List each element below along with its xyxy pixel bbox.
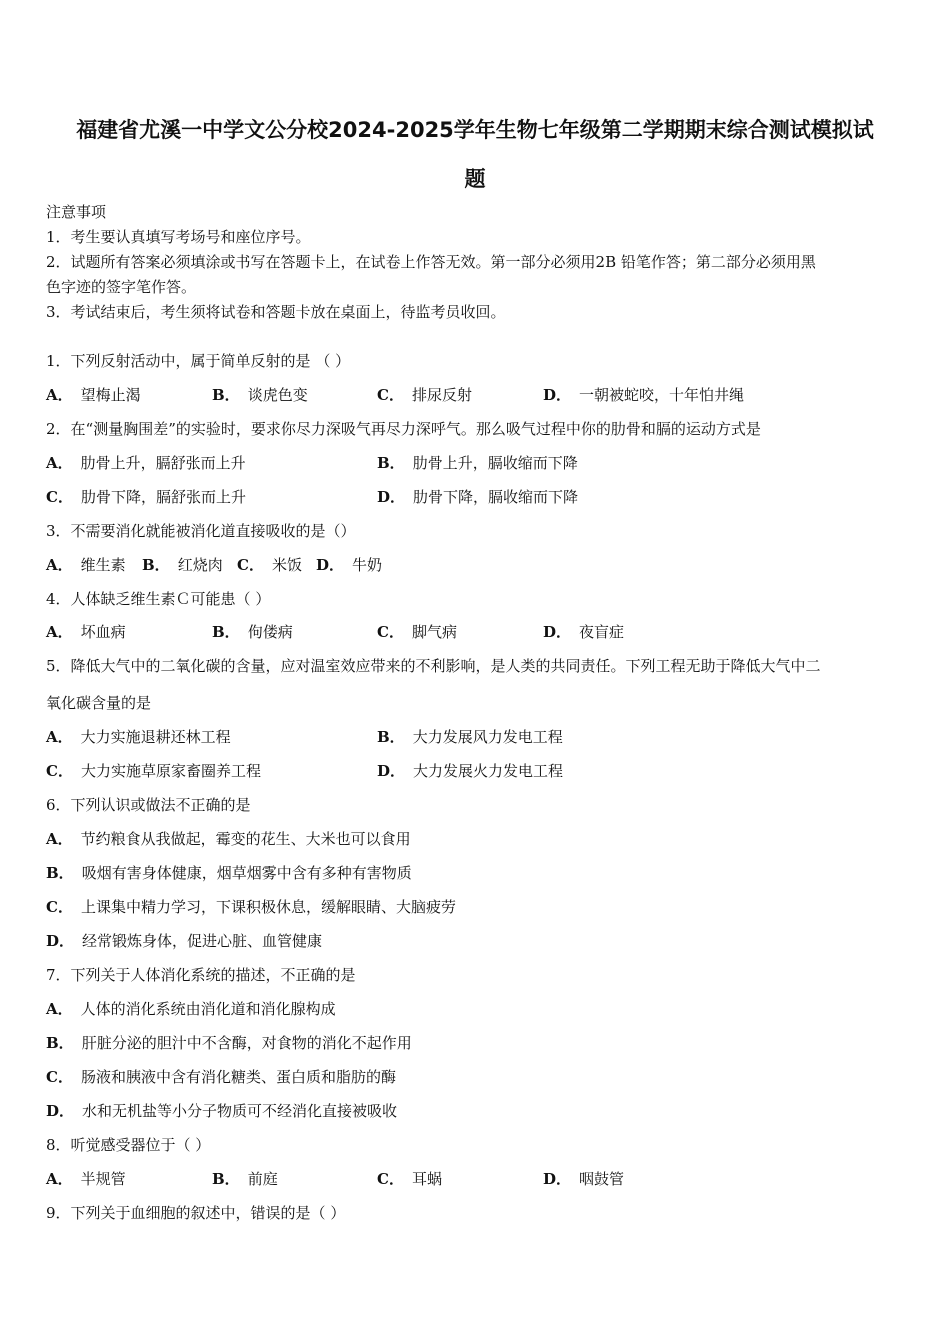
option-text: 人体的消化系统由消化道和消化腺构成	[80, 1000, 336, 1018]
option-text: 大力实施退耕还林工程	[80, 728, 231, 746]
option-text: 排尿反射	[411, 386, 472, 404]
option-text: 咽鼓管	[579, 1170, 625, 1188]
option-text: 前庭	[247, 1170, 278, 1188]
option-letter: B．	[212, 1170, 240, 1188]
page-title-continued: 题	[464, 167, 486, 191]
option-a	[46, 999, 336, 1019]
option-text: 半规管	[80, 1170, 126, 1188]
option-c	[377, 1169, 442, 1189]
question-stem: 3．不需要消化就能被消化道直接吸收的是（）	[46, 522, 356, 540]
option-letter: B．	[46, 864, 74, 882]
option-text: 吸烟有害身体健康，烟草烟雾中含有多种有害物质	[81, 864, 412, 882]
option-letter: C．	[377, 623, 404, 641]
option-text: 水和无机盐等小分子物质可不经消化直接被吸收	[82, 1102, 398, 1120]
option-a	[46, 727, 231, 747]
option-letter: D．	[543, 1170, 572, 1188]
notice-heading: 注意事项	[46, 203, 107, 221]
option-c	[377, 385, 472, 405]
option-letter: D．	[543, 386, 572, 404]
option-letter: C．	[46, 898, 73, 916]
option-text: 大力发展火力发电工程	[413, 762, 564, 780]
option-d	[543, 1169, 624, 1189]
option-text: 望梅止渴	[80, 386, 141, 404]
notice-item: 1．考生要认真填写考场号和座位序号。	[46, 228, 311, 246]
option-text: 肠液和胰液中含有消化糖类、蛋白质和脂肪的酶	[80, 1068, 396, 1086]
option-letter: D．	[377, 762, 406, 780]
option-letter: B．	[212, 386, 240, 404]
option-b	[377, 727, 563, 747]
option-d	[46, 1101, 397, 1121]
option-a	[46, 622, 126, 642]
option-d	[377, 487, 578, 507]
question-stem: 1．下列反射活动中，属于简单反射的是 （ ）	[46, 352, 351, 370]
question-stem: 4．人体缺乏维生素Ｃ可能患（ ）	[46, 590, 271, 608]
option-b	[212, 1169, 278, 1189]
option-text: 维生素	[80, 556, 126, 574]
option-letter: D．	[543, 623, 572, 641]
option-c	[237, 555, 302, 575]
option-a	[46, 555, 126, 575]
option-letter: C．	[46, 1068, 73, 1086]
option-text: 大力发展风力发电工程	[412, 728, 563, 746]
option-letter: A．	[46, 1000, 73, 1018]
option-text: 肋骨下降，膈收缩而下降	[413, 488, 579, 506]
option-d	[377, 761, 563, 781]
option-letter: D．	[316, 556, 345, 574]
option-c	[46, 487, 246, 507]
option-c	[46, 1067, 396, 1087]
option-letter: A．	[46, 728, 73, 746]
option-letter: D．	[46, 932, 75, 950]
option-text: 肋骨上升，膈舒张而上升	[80, 454, 246, 472]
question-stem: 8．听觉感受器位于（ ）	[46, 1136, 211, 1154]
notice-item: 3．考试结束后，考生须将试卷和答题卡放在桌面上，待监考员收回。	[46, 303, 506, 321]
option-text: 经常锻炼身体，促进心脏、血管健康	[82, 932, 323, 950]
option-d	[543, 385, 744, 405]
option-b	[142, 555, 223, 575]
option-letter: B．	[142, 556, 170, 574]
option-text: 肝脏分泌的胆汁中不含酶，对食物的消化不起作用	[81, 1034, 412, 1052]
option-text: 夜盲症	[579, 623, 625, 641]
option-b	[212, 622, 293, 642]
question-stem: 9．下列关于血细胞的叙述中，错误的是（ ）	[46, 1204, 346, 1222]
option-letter: D．	[46, 1102, 75, 1120]
option-letter: B．	[212, 623, 240, 641]
option-letter: A．	[46, 556, 73, 574]
option-d	[46, 931, 322, 951]
option-c	[377, 622, 457, 642]
option-letter: D．	[377, 488, 406, 506]
option-letter: A．	[46, 830, 73, 848]
option-d	[543, 622, 624, 642]
option-letter: B．	[46, 1034, 74, 1052]
option-b	[377, 453, 578, 473]
option-text: 大力实施草原家畜圈养工程	[80, 762, 261, 780]
option-text: 红烧肉	[177, 556, 223, 574]
option-letter: C．	[46, 488, 73, 506]
question-stem-continued: 氧化碳含量的是	[46, 694, 152, 712]
question-stem: 2．在“测量胸围差”的实验时，要求你尽力深吸气再尽力深呼气。那么吸气过程中你的肋骨和膈的运动方式是	[46, 420, 761, 438]
option-text: 肋骨上升，膈收缩而下降	[412, 454, 578, 472]
page-title: 福建省尤溪一中学文公分校2024-2025学年生物七年级第二学期期末综合测试模拟试	[76, 118, 874, 142]
option-b	[46, 1033, 412, 1053]
option-letter: C．	[377, 1170, 404, 1188]
option-c	[46, 897, 456, 917]
option-text: 肋骨下降，膈舒张而上升	[80, 488, 246, 506]
notice-item-continued: 色字迹的签字笔作答。	[46, 278, 197, 296]
option-letter: A．	[46, 386, 73, 404]
option-letter: A．	[46, 1170, 73, 1188]
option-c	[46, 761, 261, 781]
notice-item: 2．试题所有答案必须填涂或书写在答题卡上，在试卷上作答无效。第一部分必须用2B 铅笔作答；第二部分必须用黑	[46, 253, 816, 271]
option-a	[46, 453, 246, 473]
option-a	[46, 385, 141, 405]
option-b	[46, 863, 412, 883]
option-text: 牛奶	[352, 556, 383, 574]
question-stem: 7．下列关于人体消化系统的描述，不正确的是	[46, 966, 356, 984]
option-letter: B．	[377, 454, 405, 472]
option-text: 谈虎色变	[247, 386, 308, 404]
option-letter: C．	[377, 386, 404, 404]
question-stem: 6．下列认识或做法不正确的是	[46, 796, 251, 814]
option-letter: A．	[46, 623, 73, 641]
option-text: 一朝被蛇咬，十年怕井绳	[579, 386, 745, 404]
option-text: 米饭	[271, 556, 302, 574]
option-b	[212, 385, 308, 405]
option-text: 上课集中精力学习，下课积极休息，缓解眼睛、大脑疲劳	[80, 898, 456, 916]
option-letter: B．	[377, 728, 405, 746]
option-text: 节约粮食从我做起，霉变的花生、大米也可以食用	[80, 830, 411, 848]
option-text: 佝偻病	[247, 623, 293, 641]
option-d	[316, 555, 382, 575]
option-text: 坏血病	[80, 623, 126, 641]
option-a	[46, 829, 411, 849]
option-letter: C．	[237, 556, 264, 574]
question-stem: 5．降低大气中的二氧化碳的含量，应对温室效应带来的不利影响，是人类的共同责任。下列工程无助于降低大气中二	[46, 657, 821, 675]
option-letter: C．	[46, 762, 73, 780]
option-text: 脚气病	[411, 623, 457, 641]
option-text: 耳蜗	[411, 1170, 442, 1188]
option-letter: A．	[46, 454, 73, 472]
option-a	[46, 1169, 126, 1189]
